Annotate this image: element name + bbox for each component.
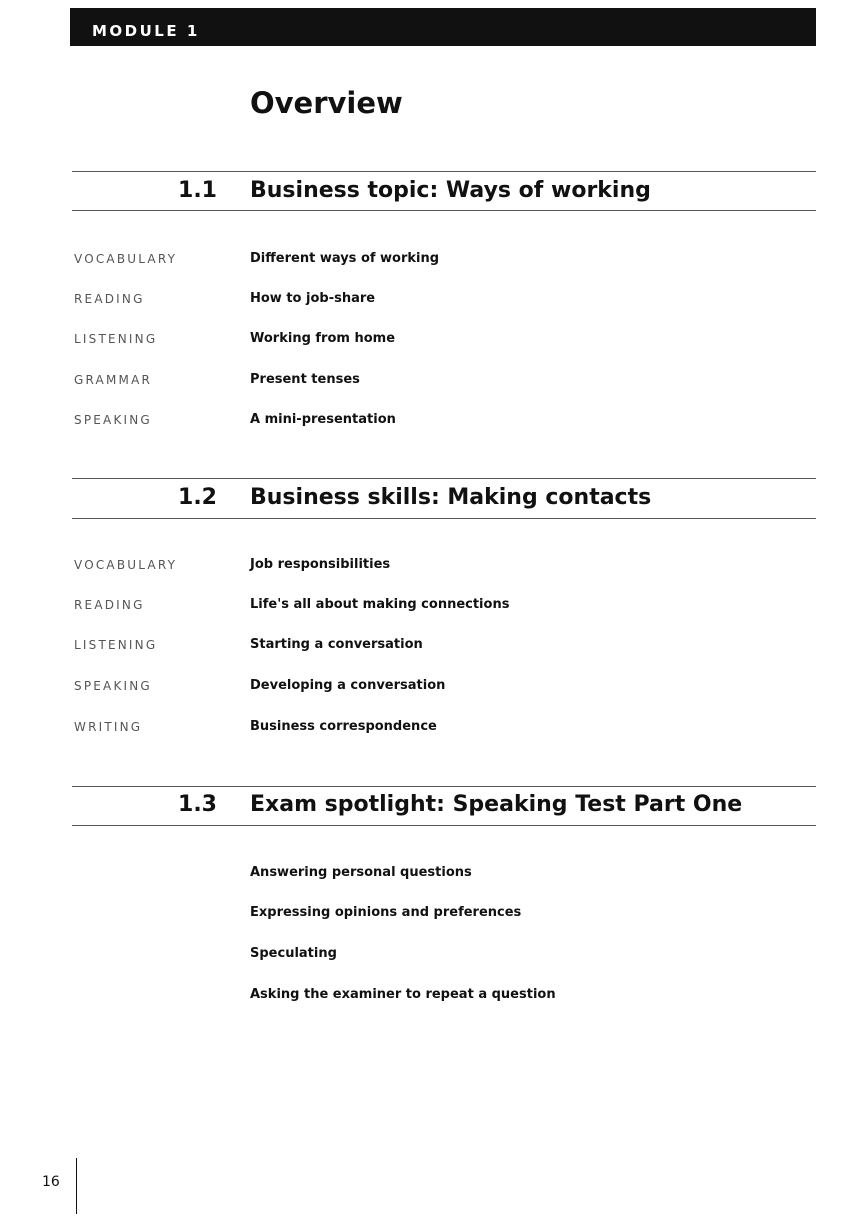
- page-title: Overview: [250, 86, 403, 120]
- section-rule-top: [72, 786, 816, 787]
- skill-label: READING: [74, 598, 145, 612]
- section-rule-bottom: [72, 210, 816, 211]
- topic-item: Business correspondence: [250, 719, 437, 734]
- section-title: Business topic: Ways of working: [250, 178, 651, 203]
- topic-item: Answering personal questions: [250, 865, 472, 880]
- topic-item: Speculating: [250, 946, 337, 961]
- section-rule-bottom: [72, 825, 816, 826]
- topic-item: Job responsibilities: [250, 557, 391, 572]
- skill-label: VOCABULARY: [74, 252, 178, 266]
- section-rule-top: [72, 478, 816, 479]
- topic-item: Asking the examiner to repeat a question: [250, 987, 556, 1002]
- section-rule-bottom: [72, 518, 816, 519]
- skill-label: WRITING: [74, 720, 143, 734]
- module-label: MODULE 1: [92, 22, 200, 40]
- skill-label: SPEAKING: [74, 413, 152, 427]
- topic-item: Different ways of working: [250, 251, 440, 266]
- skill-label: LISTENING: [74, 638, 158, 652]
- topic-item: Working from home: [250, 331, 396, 346]
- skill-label: VOCABULARY: [74, 558, 178, 572]
- skill-label: LISTENING: [74, 332, 158, 346]
- section-number: 1.2: [178, 485, 217, 510]
- topic-item: Starting a conversation: [250, 637, 423, 652]
- module-header-bar: [70, 8, 816, 46]
- page-number-divider: [76, 1158, 77, 1214]
- section-number: 1.3: [178, 792, 217, 817]
- topic-item: Expressing opinions and preferences: [250, 905, 522, 920]
- skill-label: SPEAKING: [74, 679, 152, 693]
- section-title: Exam spotlight: Speaking Test Part One: [250, 792, 743, 817]
- topic-item: Life's all about making connections: [250, 597, 510, 612]
- page-number: 16: [42, 1174, 60, 1190]
- section-number: 1.1: [178, 178, 217, 203]
- section-rule-top: [72, 171, 816, 172]
- section-title: Business skills: Making contacts: [250, 485, 652, 510]
- topic-item: Present tenses: [250, 372, 360, 387]
- topic-item: A mini-presentation: [250, 412, 396, 427]
- topic-item: Developing a conversation: [250, 678, 446, 693]
- skill-label: READING: [74, 292, 145, 306]
- topic-item: How to job-share: [250, 291, 376, 306]
- skill-label: GRAMMAR: [74, 373, 153, 387]
